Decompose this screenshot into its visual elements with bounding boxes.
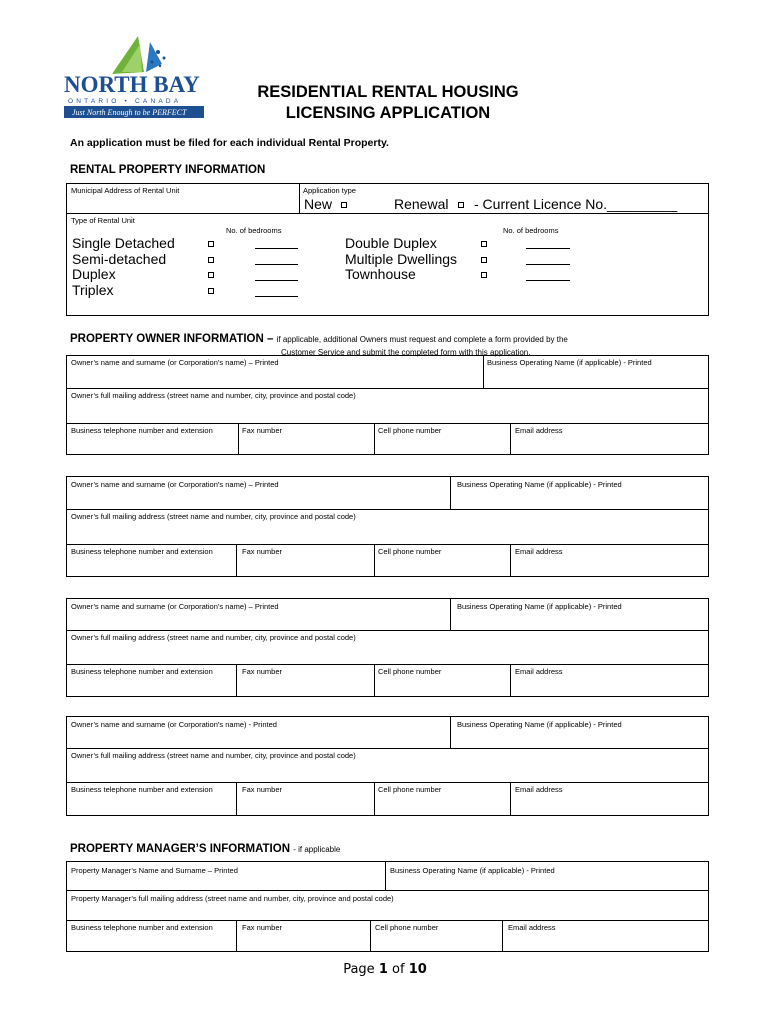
application-type-label: Application type (303, 186, 356, 195)
owner-info-heading-text: PROPERTY OWNER INFORMATION – (70, 333, 274, 345)
owner-2-vdivider-fax (236, 544, 237, 577)
owner-2-cell-label: Cell phone number (378, 547, 442, 556)
owner-3-vdivider-email (510, 664, 511, 697)
owner-3-address-label: Owner’s full mailing address (street name and number, city, province and postal code) (71, 633, 356, 642)
page-number (0, 962, 770, 977)
owner-3-email-label: Email address (515, 667, 563, 676)
duplex-checkbox[interactable] (208, 272, 214, 278)
owner-4-divider-2 (66, 782, 709, 783)
owner-4-email-label: Email address (515, 785, 563, 794)
owner-4-address-label: Owner’s full mailing address (street name and number, city, province and postal code) (71, 751, 356, 760)
bedrooms-label-left: No. of bedrooms (226, 226, 282, 235)
footer-current-page: 1 (378, 962, 388, 977)
owner-2-address-label: Owner’s full mailing address (street name and number, city, province and postal code) (71, 512, 356, 521)
owner-3-cell-label: Cell phone number (378, 667, 442, 676)
owner-1-name-label: Owner’s name and surname (or Corporation’s name) – Printed (71, 358, 279, 367)
owner-1-vdivider (483, 355, 484, 388)
owner-info-heading (70, 333, 568, 345)
owner-1-divider-2 (66, 423, 709, 424)
intro-text: An application must be filed for each individual Rental Property. (70, 137, 389, 149)
owner-3-phone-label: Business telephone number and extension (71, 667, 213, 676)
footer-of-word: of (392, 962, 405, 977)
owner-3-name-label: Owner’s name and surname (or Corporation’s name) – Printed (71, 602, 279, 611)
owner-1-phone-label: Business telephone number and extension (71, 426, 213, 435)
owner-4-vdivider (450, 716, 451, 748)
footer-page-word: Page (343, 962, 375, 977)
type-double-duplex: Double Duplex (345, 235, 437, 251)
owner-3-vdivider-fax (236, 664, 237, 697)
multiple-dwellings-checkbox[interactable] (481, 257, 487, 263)
manager-cell-label: Cell phone number (375, 923, 439, 932)
owner-4-vdivider-fax (236, 782, 237, 816)
owner-4-divider-1 (66, 748, 709, 749)
owner-2-name-label: Owner’s name and surname (or Corporation’s name) – Printed (71, 480, 279, 489)
owner-2-vdivider-cell (374, 544, 375, 577)
manager-info-heading (70, 843, 340, 855)
townhouse-bedrooms[interactable] (526, 280, 570, 281)
manager-vdivider (385, 861, 386, 890)
owner-4-phone-label: Business telephone number and extension (71, 785, 213, 794)
owner-block-2 (66, 476, 709, 577)
sail-graphic (112, 36, 166, 74)
owner-1-vdivider-cell (374, 423, 375, 455)
renewal-label: Renewal (394, 196, 449, 212)
manager-name-label: Property Manager’s Name and Surname – Printed (71, 866, 238, 875)
semi-detached-checkbox[interactable] (208, 257, 214, 263)
type-duplex: Duplex (72, 266, 116, 282)
manager-vdivider-fax (236, 920, 237, 952)
rental-type-label: Type of Rental Unit (71, 216, 135, 225)
manager-divider-1 (66, 890, 709, 891)
manager-vdivider-cell (370, 920, 371, 952)
owner-2-vdivider (450, 476, 451, 509)
triplex-checkbox[interactable] (208, 288, 214, 294)
manager-email-label: Email address (508, 923, 556, 932)
owner-3-divider-1 (66, 630, 709, 631)
owner-block-3 (66, 598, 709, 697)
logo-brand: NORTH BAY (64, 72, 200, 97)
owner-2-fax-label: Fax number (242, 547, 283, 556)
title-line-1: RESIDENTIAL RENTAL HOUSING (257, 83, 519, 101)
logo-subtitle: ONTARIO • CANADA (68, 98, 182, 105)
logo-tagline: Just North Enough to be PERFECT (72, 108, 187, 117)
triplex-bedrooms[interactable] (255, 296, 298, 297)
owner-2-email-label: Email address (515, 547, 563, 556)
renewal-checkbox[interactable] (458, 202, 464, 208)
owner-3-business-name-label: Business Operating Name (if applicable) - Printed (457, 602, 622, 611)
semi-detached-bedrooms[interactable] (255, 264, 298, 265)
type-multiple-dwellings: Multiple Dwellings (345, 251, 458, 267)
municipal-address-input[interactable] (70, 196, 294, 211)
type-semi-detached: Semi-detached (72, 251, 167, 267)
owner-1-fax-label: Fax number (242, 426, 283, 435)
manager-vdivider-email (502, 920, 503, 952)
rental-info-heading: RENTAL PROPERTY INFORMATION (70, 164, 266, 176)
type-triplex: Triplex (72, 282, 114, 298)
current-licence-field[interactable]: - Current Licence No._________ (474, 196, 678, 212)
type-single-detached: Single Detached (72, 235, 175, 251)
owner-1-vdivider-email (510, 423, 511, 455)
double-duplex-bedrooms[interactable] (526, 248, 570, 249)
owner-3-vdivider (450, 598, 451, 630)
owner-1-vdivider-fax (238, 423, 239, 455)
title-line-2: LICENSING APPLICATION (285, 104, 491, 122)
manager-divider-2 (66, 920, 709, 921)
owner-2-business-name-label: Business Operating Name (if applicable) - Printed (457, 480, 622, 489)
manager-fax-label: Fax number (242, 923, 283, 932)
rental-info-vdivider (299, 183, 300, 213)
owner-2-phone-label: Business telephone number and extension (71, 547, 213, 556)
owner-block-1 (66, 355, 709, 455)
owner-3-vdivider-cell (374, 664, 375, 697)
manager-info-note: - if applicable (293, 845, 341, 854)
single-detached-checkbox[interactable] (208, 241, 214, 247)
owner-4-business-name-label: Business Operating Name (if applicable) - Printed (457, 720, 622, 729)
owner-4-cell-label: Cell phone number (378, 785, 442, 794)
owner-2-vdivider-email (510, 544, 511, 577)
owner-4-vdivider-email (510, 782, 511, 816)
owner-2-divider-1 (66, 509, 709, 510)
type-townhouse: Townhouse (345, 266, 416, 282)
north-bay-logo (60, 34, 220, 122)
duplex-bedrooms[interactable] (255, 280, 298, 281)
bedrooms-label-right: No. of bedrooms (503, 226, 559, 235)
manager-address-label: Property Manager’s full mailing address (street name and number, city, province and postal code) (71, 894, 394, 903)
footer-total-pages: 10 (408, 962, 427, 977)
manager-info-heading-text: PROPERTY MANAGER’S INFORMATION (70, 843, 290, 855)
owner-1-email-label: Email address (515, 426, 563, 435)
multiple-dwellings-bedrooms[interactable] (526, 264, 570, 265)
municipal-address-label: Municipal Address of Rental Unit (71, 186, 180, 195)
owner-1-business-name-label: Business Operating Name (if applicable) - Printed (487, 358, 652, 367)
owner-4-fax-label: Fax number (242, 785, 283, 794)
owner-1-address-label: Owner’s full mailing address (street name and number, city, province and postal code) (71, 391, 356, 400)
owner-info-note-line1: if applicable, additional Owners must request and complete a form provided by the (276, 335, 568, 344)
single-detached-bedrooms[interactable] (255, 248, 298, 249)
owner-3-fax-label: Fax number (242, 667, 283, 676)
owner-info-note-line2: Customer Service and submit the completed form with this application. (281, 348, 531, 357)
townhouse-checkbox[interactable] (481, 272, 487, 278)
owner-block-4 (66, 716, 709, 816)
owner-4-vdivider-cell (374, 782, 375, 816)
new-label: New (304, 196, 333, 212)
owner-2-divider-2 (66, 544, 709, 545)
owner-4-name-label: Owner’s name and surname (or Corporation’s name) - Printed (71, 720, 277, 729)
rental-info-divider (66, 213, 709, 214)
owner-3-divider-2 (66, 664, 709, 665)
manager-business-name-label: Business Operating Name (if applicable) - Printed (390, 866, 555, 875)
owner-1-divider-1 (66, 388, 709, 389)
double-duplex-checkbox[interactable] (481, 241, 487, 247)
new-checkbox[interactable] (341, 202, 347, 208)
page-title (238, 82, 538, 124)
manager-phone-label: Business telephone number and extension (71, 923, 213, 932)
owner-1-cell-label: Cell phone number (378, 426, 442, 435)
